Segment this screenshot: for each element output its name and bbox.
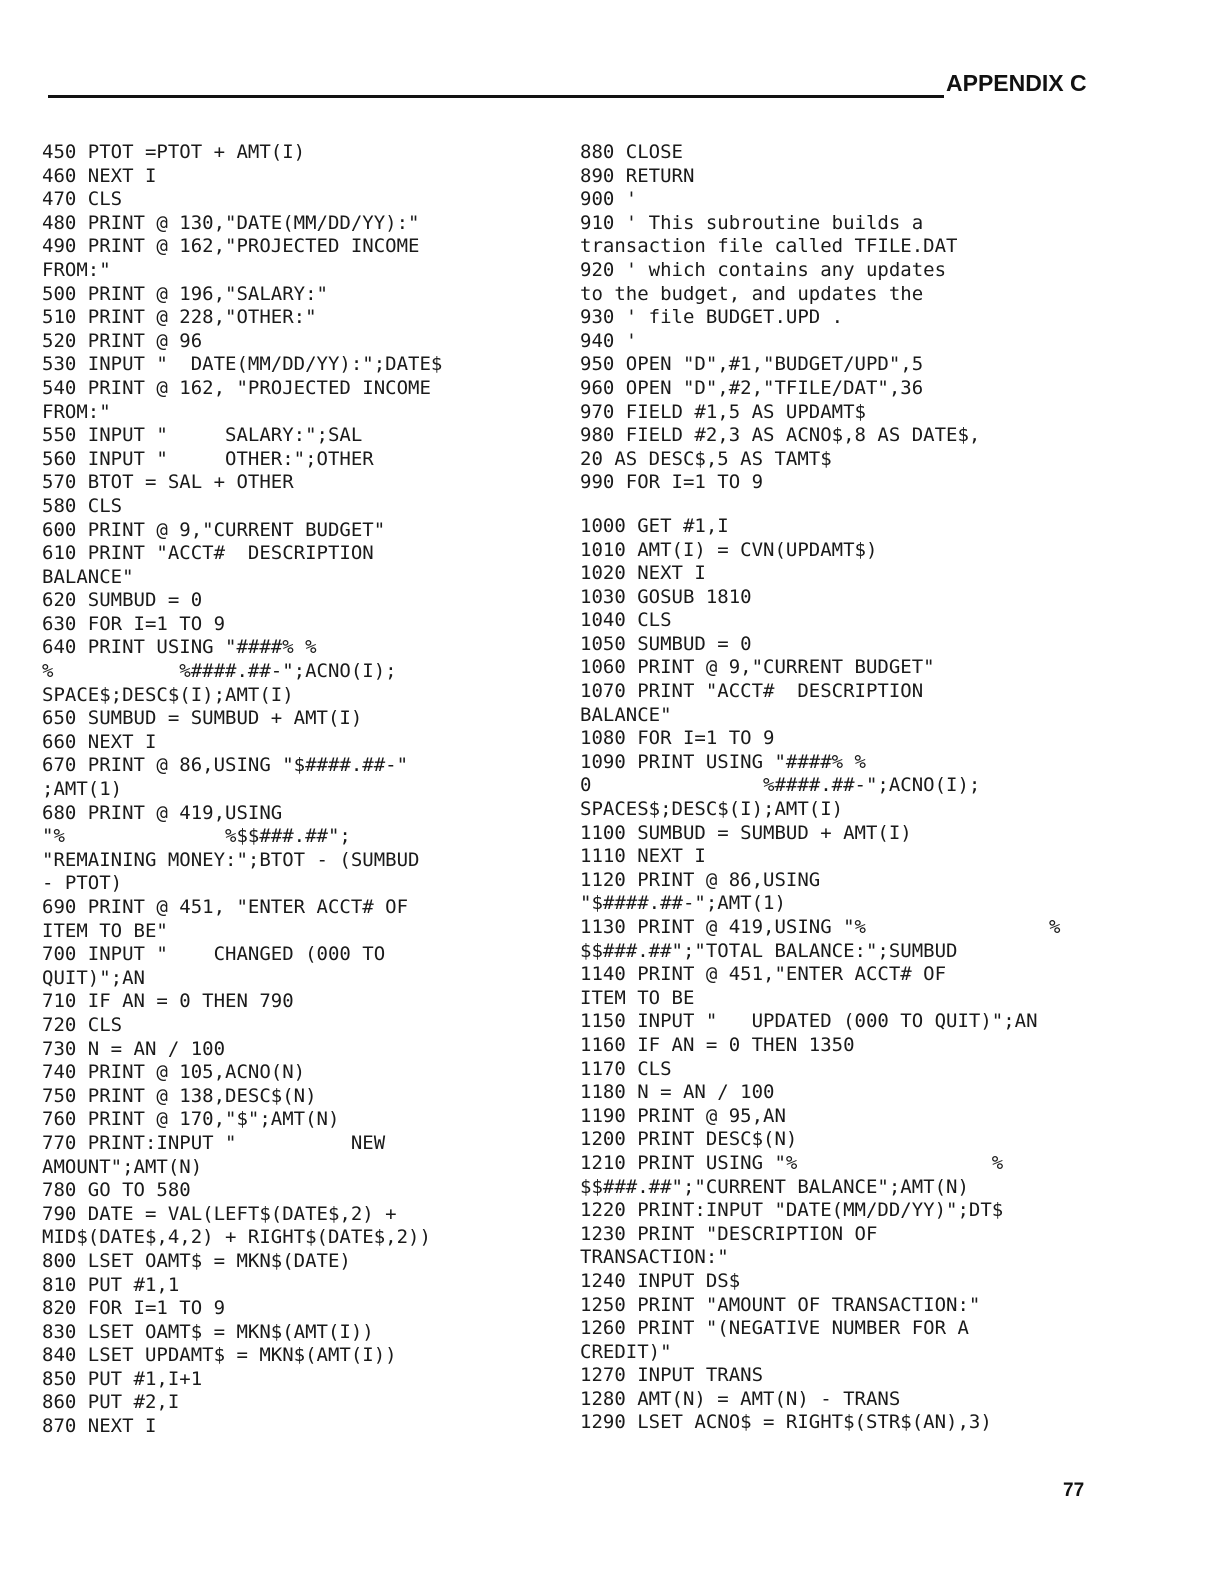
code-line: 1160 IF AN = 0 THEN 1350 <box>580 1033 855 1056</box>
code-line: 530 INPUT " DATE(MM/DD/YY):";DATE$ <box>42 353 443 376</box>
code-line: 550 INPUT " SALARY:";SAL <box>42 424 363 447</box>
code-line: 930 ' file BUDGET.UPD . <box>580 306 844 329</box>
code-line: 1050 SUMBUD = 0 <box>580 632 752 655</box>
code-line: 1290 LSET ACNO$ = RIGHT$(STR$(AN),3) <box>580 1411 992 1434</box>
code-line: 650 SUMBUD = SUMBUD + AMT(I) <box>42 707 363 730</box>
code-line: 1140 PRINT @ 451,"ENTER ACCT# OF <box>580 963 947 986</box>
code-line: 1170 CLS <box>580 1057 672 1080</box>
code-line: 0 %####.##-";ACNO(I); <box>580 774 981 797</box>
code-line: 1250 PRINT "AMOUNT OF TRANSACTION:" <box>580 1293 981 1316</box>
code-line: 460 NEXT I <box>42 164 157 187</box>
code-line: 1030 GOSUB 1810 <box>580 585 752 608</box>
code-line: 560 INPUT " OTHER:";OTHER <box>42 447 374 470</box>
code-line: 710 IF AN = 0 THEN 790 <box>42 990 294 1013</box>
code-line: 960 OPEN "D",#2,"TFILE/DAT",36 <box>580 376 924 399</box>
code-line: 20 AS DESC$,5 AS TAMT$ <box>580 447 832 470</box>
code-line: 990 FOR I=1 TO 9 <box>580 471 764 494</box>
code-line: 820 FOR I=1 TO 9 <box>42 1297 226 1320</box>
code-line: 450 PTOT =PTOT + AMT(I) <box>42 141 306 163</box>
code-line: 1230 PRINT "DESCRIPTION OF <box>580 1222 878 1245</box>
code-line: 780 GO TO 580 <box>42 1179 191 1202</box>
code-line: CREDIT)" <box>580 1340 672 1363</box>
code-line: 1150 INPUT " UPDATED (000 TO QUIT)";AN <box>580 1010 1038 1033</box>
code-line: 570 BTOT = SAL + OTHER <box>42 471 294 494</box>
code-line: TRANSACTION:" <box>580 1246 729 1269</box>
code-line: 580 CLS <box>42 494 123 517</box>
code-line: SPACE$;DESC$(I);AMT(I) <box>42 683 294 706</box>
code-line: 760 PRINT @ 170,"$";AMT(N) <box>42 1108 340 1131</box>
code-line: 870 NEXT I <box>42 1415 157 1438</box>
code-line: 790 DATE = VAL(LEFT$(DATE$,2) + <box>42 1202 397 1225</box>
code-line: FROM:" <box>42 258 111 281</box>
code-line: 1280 AMT(N) = AMT(N) - TRANS <box>580 1387 901 1410</box>
code-line: 770 PRINT:INPUT " NEW <box>42 1131 386 1154</box>
code-line: 940 ' <box>580 329 638 352</box>
code-line: 890 RETURN <box>580 164 695 187</box>
code-line: 520 PRINT @ 96 <box>42 329 203 352</box>
code-line: $$###.##";"CURRENT BALANCE";AMT(N) <box>580 1175 969 1198</box>
code-line: 640 PRINT USING "####% % <box>42 636 317 659</box>
code-line: QUIT)";AN <box>42 966 145 989</box>
code-line: 1120 PRINT @ 86,USING <box>580 868 821 891</box>
code-line: 900 ' <box>580 188 638 211</box>
code-line: 800 LSET OAMT$ = MKN$(DATE) <box>42 1249 351 1272</box>
code-line: BALANCE" <box>580 703 672 726</box>
code-line: 1190 PRINT @ 95,AN <box>580 1104 786 1127</box>
code-line: 1060 PRINT @ 9,"CURRENT BUDGET" <box>580 656 935 679</box>
code-line: ITEM TO BE" <box>42 919 168 942</box>
code-line: 490 PRINT @ 162,"PROJECTED INCOME <box>42 235 420 258</box>
code-line: 670 PRINT @ 86,USING "$####.##-" <box>42 754 409 777</box>
code-line: 1200 PRINT DESC$(N) <box>580 1128 798 1151</box>
code-line: 1090 PRINT USING "####% % <box>580 750 866 773</box>
code-line: 980 FIELD #2,3 AS ACNO$,8 AS DATE$, <box>580 424 981 447</box>
code-line: 1100 SUMBUD = SUMBUD + AMT(I) <box>580 821 912 844</box>
right-code-column <box>580 141 1180 1435</box>
code-line: FROM:" <box>42 400 111 423</box>
code-line: "% %$$###.##"; <box>42 825 351 848</box>
code-line: 1080 FOR I=1 TO 9 <box>580 727 775 750</box>
appendix-title: APPENDIX C <box>946 70 1087 96</box>
code-line: 730 N = AN / 100 <box>42 1037 226 1060</box>
code-line: "$####.##-";AMT(1) <box>580 892 786 915</box>
code-line: $$###.##";"TOTAL BALANCE:";SUMBUD <box>580 939 958 962</box>
code-line: 470 CLS <box>42 188 123 211</box>
code-line: ITEM TO BE <box>580 986 695 1009</box>
code-line: 860 PUT #2,I <box>42 1391 180 1414</box>
code-line: 1070 PRINT "ACCT# DESCRIPTION <box>580 680 924 703</box>
code-line: 600 PRINT @ 9,"CURRENT BUDGET" <box>42 518 386 541</box>
code-line: 610 PRINT "ACCT# DESCRIPTION <box>42 542 374 565</box>
code-line: 830 LSET OAMT$ = MKN$(AMT(I)) <box>42 1320 374 1343</box>
code-line: MID$(DATE$,4,2) + RIGHT$(DATE$,2)) <box>42 1226 431 1249</box>
code-line: 1110 NEXT I <box>580 845 706 868</box>
section-gap <box>580 495 1180 515</box>
code-line: 700 INPUT " CHANGED (000 TO <box>42 943 386 966</box>
code-line: SPACES$;DESC$(I);AMT(I) <box>580 798 844 821</box>
code-line: 620 SUMBUD = 0 <box>42 589 203 612</box>
header-rule <box>48 95 944 98</box>
code-line: 1240 INPUT DS$ <box>580 1269 741 1292</box>
code-line: 1220 PRINT:INPUT "DATE(MM/DD/YY)";DT$ <box>580 1199 1004 1222</box>
code-line: 750 PRINT @ 138,DESC$(N) <box>42 1084 317 1107</box>
code-line: AMOUNT";AMT(N) <box>42 1155 203 1178</box>
code-line: 630 FOR I=1 TO 9 <box>42 612 226 635</box>
code-line: 1000 GET #1,I <box>580 514 729 537</box>
code-line: 1130 PRINT @ 419,USING "% % <box>580 916 1061 938</box>
code-line: 850 PUT #1,I+1 <box>42 1367 203 1390</box>
code-line: to the budget, and updates the <box>580 282 924 305</box>
code-line: 1020 NEXT I <box>580 562 706 585</box>
code-line: 660 NEXT I <box>42 730 157 753</box>
code-line: 880 CLOSE <box>580 141 683 163</box>
code-line: BALANCE" <box>42 565 134 588</box>
code-line: 1210 PRINT USING "% % <box>580 1151 1004 1174</box>
code-line: 1040 CLS <box>580 609 672 632</box>
code-line: 840 LSET UPDAMT$ = MKN$(AMT(I)) <box>42 1344 397 1367</box>
code-line: 1270 INPUT TRANS <box>580 1364 764 1387</box>
code-line: 920 ' which contains any updates <box>580 258 947 281</box>
code-line: 1260 PRINT "(NEGATIVE NUMBER FOR A <box>580 1317 969 1340</box>
code-line: 1180 N = AN / 100 <box>580 1081 775 1104</box>
code-line: 480 PRINT @ 130,"DATE(MM/DD/YY):" <box>42 211 420 234</box>
code-line: % %####.##-";ACNO(I); <box>42 660 397 683</box>
code-line: 690 PRINT @ 451, "ENTER ACCT# OF <box>42 896 409 918</box>
code-line: ;AMT(1) <box>42 778 123 801</box>
code-line: 810 PUT #1,1 <box>42 1273 180 1296</box>
code-line: transaction file called TFILE.DAT <box>580 235 958 258</box>
code-line: 970 FIELD #1,5 AS UPDAMT$ <box>580 400 866 423</box>
code-line: 540 PRINT @ 162, "PROJECTED INCOME <box>42 376 431 399</box>
code-line: 910 ' This subroutine builds a <box>580 211 924 234</box>
page-number: 77 <box>1063 1480 1085 1501</box>
code-line: "REMAINING MONEY:";BTOT - (SUMBUD <box>42 848 420 871</box>
code-line: 740 PRINT @ 105,ACNO(N) <box>42 1061 306 1084</box>
code-line: 500 PRINT @ 196,"SALARY:" <box>42 282 328 305</box>
code-line: 1010 AMT(I) = CVN(UPDAMT$) <box>580 538 878 561</box>
code-line: 510 PRINT @ 228,"OTHER:" <box>42 306 317 329</box>
code-line: - PTOT) <box>42 872 123 895</box>
code-line: 950 OPEN "D",#1,"BUDGET/UPD",5 <box>580 353 924 376</box>
code-line: 720 CLS <box>42 1013 123 1036</box>
code-line: 680 PRINT @ 419,USING <box>42 801 283 824</box>
left-code-column <box>42 141 562 1439</box>
